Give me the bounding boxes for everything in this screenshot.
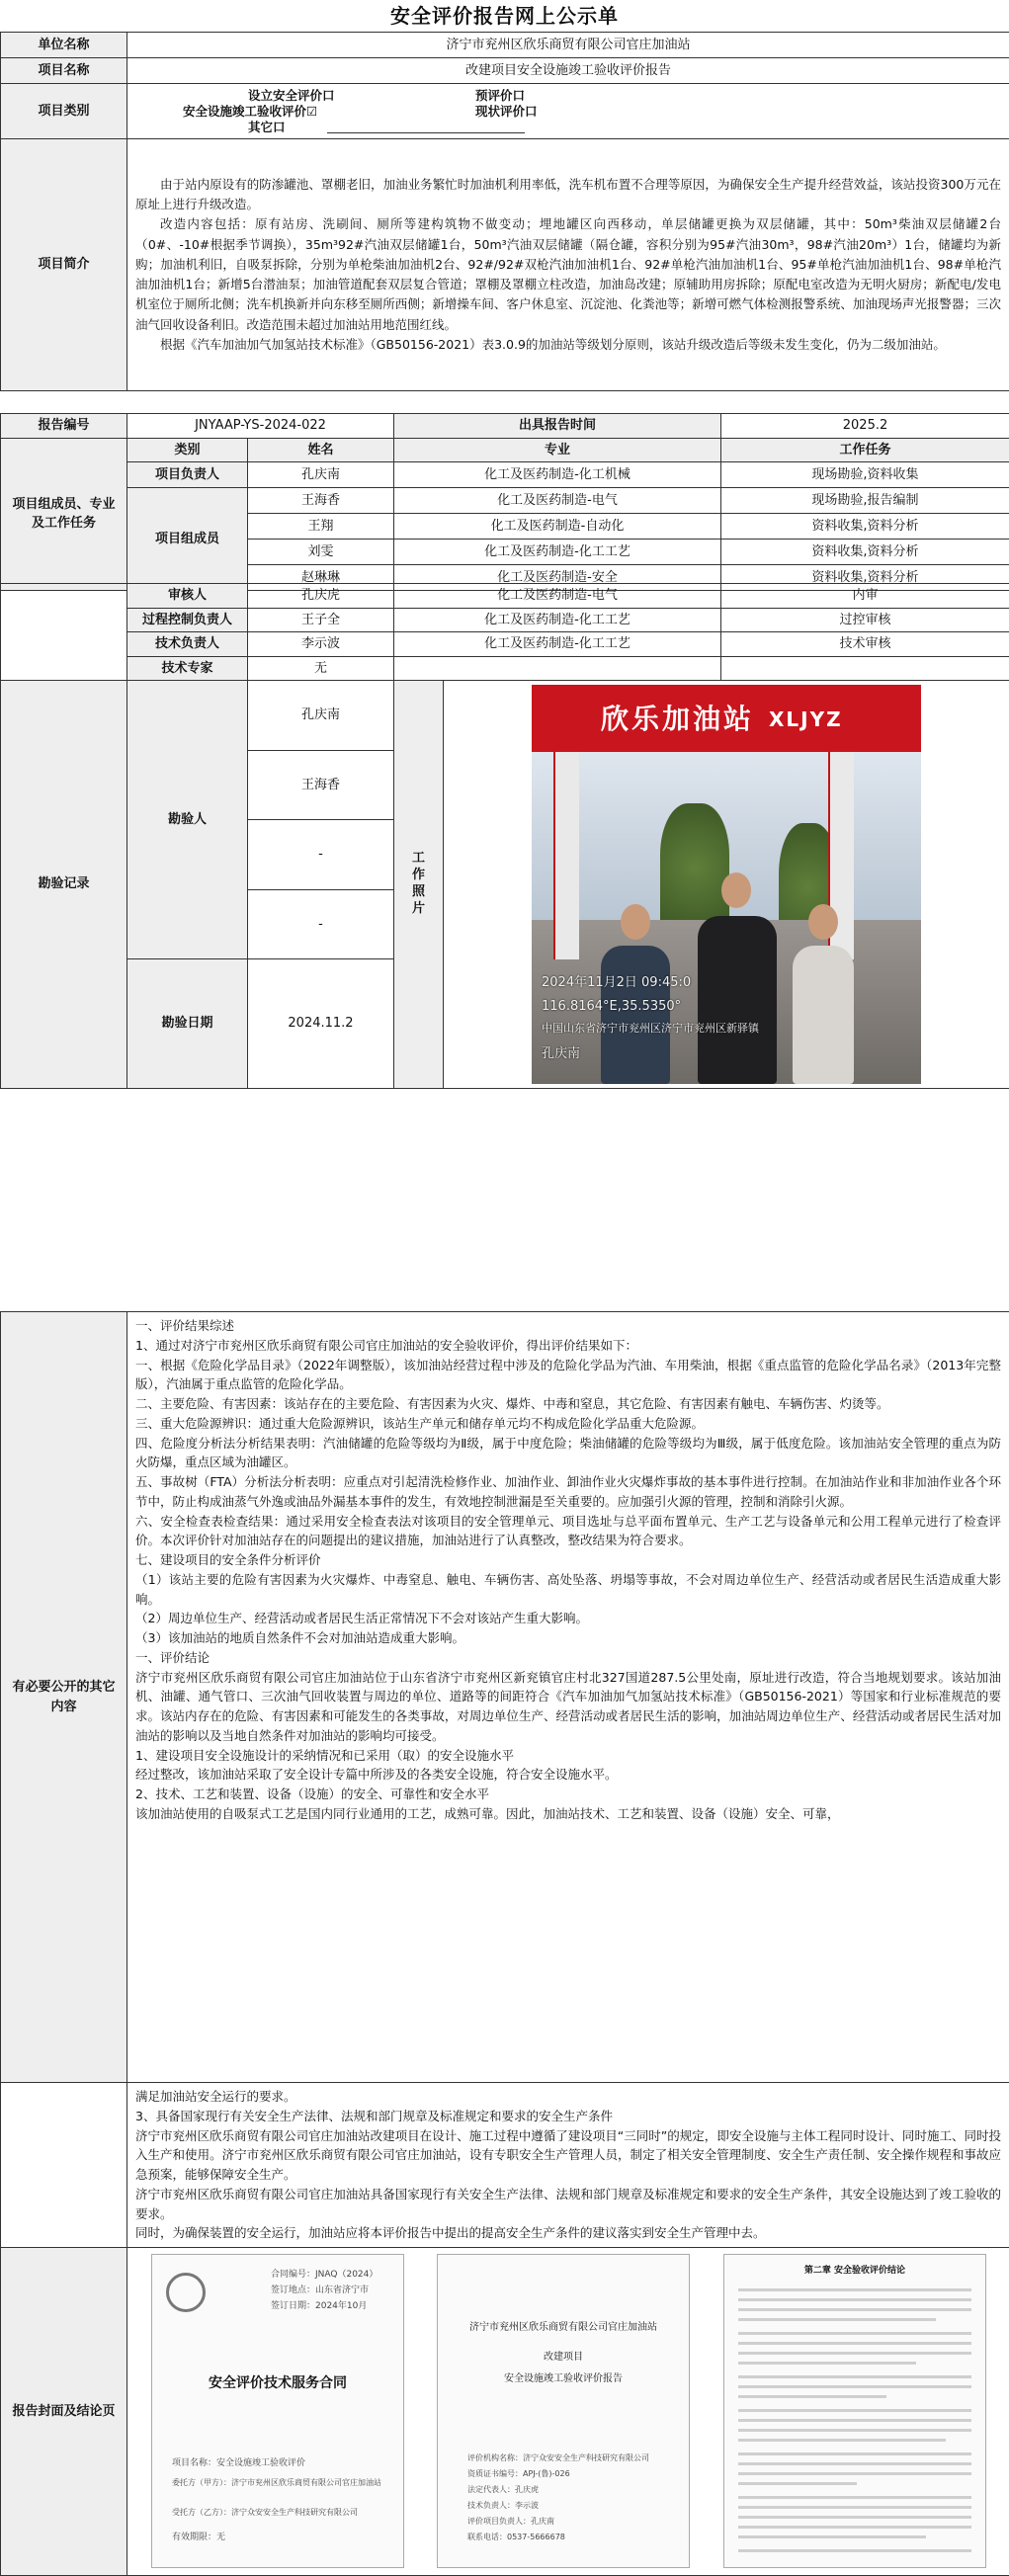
photo-watermark: 中国山东省济宁市兖州区济宁市兖州区新驿镇: [542, 1022, 759, 1035]
col-name: 姓名: [248, 438, 394, 462]
conclusion-line: 济宁市兖州区欣乐商贸有限公司官庄加油站具备国家现行有关安全生产法律、法规和部门规章及标准规定和要求的安全生产条件，其安全设施达到了竣工验收的要求。: [135, 2186, 1001, 2221]
member-task: 资料收集,资料分析: [721, 565, 1009, 591]
surveyor-name: 王海香: [248, 750, 394, 820]
photo-watermark: 孔庆南: [542, 1046, 581, 1061]
process-ctrl-label: 过程控制负责人: [127, 608, 248, 632]
member-major: 化工及医药制造-化工机械: [394, 462, 721, 488]
tech-expert-name: 无: [248, 656, 394, 681]
member-major: 化工及医药制造-化工工艺: [394, 540, 721, 565]
type-option-other: 其它口: [248, 119, 286, 134]
station-sign: 欣乐加油站: [601, 703, 755, 735]
conclusion-page-title: 第二章 安全验收评价结论: [803, 2266, 906, 2276]
table-row: [1, 488, 1009, 514]
conclusion-line: 经过整改，该加油站采取了安全设计专篇中所涉及的各类安全设施，符合安全设施水平。: [135, 1767, 618, 1783]
contract-logo: [166, 2273, 206, 2312]
table-row: [1, 462, 1009, 488]
member-major: 化工及医药制造-电气: [394, 488, 721, 514]
conclusion-line: 1、通过对济宁市兖州区欣乐商贸有限公司官庄加油站的安全验收评价，得出评价结果如下：: [135, 1337, 637, 1353]
info-table: [0, 32, 1009, 391]
reviewer-name: 孔庆虎: [248, 584, 394, 609]
col-task: 工作任务: [721, 438, 1009, 462]
project-intro-text: [127, 139, 1009, 391]
member-major: 化工及医药制造-安全: [394, 565, 721, 591]
issue-time-value: 2025.2: [721, 414, 1009, 439]
report-cover-unit: 济宁市兖州区欣乐商贸有限公司官庄加油站: [469, 2322, 657, 2333]
tech-lead-task: 技术审核: [721, 632, 1009, 657]
contract-no: 合同编号：JNAQ（2024）: [271, 2270, 378, 2280]
conclusion-line: 该加油站使用的自吸泵式工艺是国内同行业通用的工艺，成熟可靠。因此，加油站技术、工艺和装置、设备（设施）安全、可靠，: [135, 1805, 840, 1821]
intro-paragraph: 根据《汽车加油加气加氢站技术标准》（GB50156-2021）表3.0.9的加油站等级划分原则，该站升级改造后等级未发生变化，仍为二级加油站。: [160, 336, 946, 352]
member-name: 刘雯: [248, 540, 394, 565]
project-name-label: 项目名称: [1, 58, 127, 84]
tech-lead-label: 技术负责人: [127, 632, 248, 657]
reviewer-label: 审核人: [127, 584, 248, 609]
table-row: [1, 632, 1009, 657]
conclusion-line: （3）该加油站的地质自然条件不会对加油站造成重大影响。: [135, 1630, 464, 1645]
report-cover-phone: 联系电话：0537-5666678: [467, 2533, 565, 2541]
role-members: 项目组成员: [127, 488, 248, 591]
member-task: 资料收集,资料分析: [721, 540, 1009, 565]
work-photo-label: [394, 681, 444, 1089]
process-ctrl-task: 过控审核: [721, 608, 1009, 632]
conclusion-line: 2、技术、工艺和装置、设备（设施）的安全、可靠性和安全水平: [135, 1787, 489, 1801]
conclusion-table: [0, 1311, 1009, 2576]
contract-valid: 有效期限：无: [172, 2533, 226, 2542]
tech-expert-label: 技术专家: [127, 656, 248, 681]
work-photo-text: 工作照片: [411, 851, 425, 916]
conclusion-line: 一、根据《危险化学品目录》（2022年调整版），该加油站经营过程中涉及的危险化学品为汽油、车用柴油，根据《重点监管的危险化学品名录》（2013年完整版），汽油属于重点监管的危险化学品。: [135, 1357, 1001, 1392]
survey-date-value: 2024.11.2: [248, 959, 394, 1089]
member-name: 王翔: [248, 514, 394, 540]
contract-date: 签订日期：2024年10月: [271, 2301, 368, 2311]
work-photo: [532, 685, 921, 1084]
report-cover-legal: 法定代表人：孔庆虎: [467, 2485, 539, 2494]
conclusion-text-b: [127, 2083, 1009, 2248]
table-row: [1, 608, 1009, 632]
unit-name-value: 济宁市兖州区欣乐商贸有限公司官庄加油站: [127, 33, 1009, 58]
contract-place: 签订地点：山东省济宁市: [271, 2285, 370, 2295]
page-title: 安全评价报告网上公示单: [390, 4, 619, 28]
contract-title: 安全评价技术服务合同: [209, 2375, 347, 2391]
report-no-value: JNYAAP-YS-2024-022: [127, 414, 394, 439]
contract-item: 项目名称：安全设施竣工验收评价: [172, 2458, 306, 2468]
reviewer-task: 内审: [721, 584, 1009, 609]
conclusion-line: 一、评价结论: [135, 1649, 210, 1665]
member-major: 化工及医药制造-自动化: [394, 514, 721, 540]
issue-time-label: 出具报告时间: [394, 414, 721, 439]
contract-page: [151, 2254, 404, 2568]
survey-date-label: 勘验日期: [127, 959, 248, 1089]
surveyor-label: 勘验人: [127, 681, 248, 959]
conclusion-line: （1）该站主要的危险有害因素为火灾爆炸、中毒窒息、触电、车辆伤害、高处坠落、坍塌等事故，不会对周边单位生产、经营活动或者居民生活造成重大影响。: [135, 1571, 1001, 1607]
reviewer-major: 化工及医药制造-电气: [394, 584, 721, 609]
project-intro-label: 项目简介: [1, 139, 127, 391]
surveyor-name: 孔庆南: [248, 681, 394, 751]
conclusion-line: 济宁市兖州区欣乐商贸有限公司官庄加油站位于山东省济宁市兖州区新兖镇官庄村北327国道287.5公里处南，原址进行改造，符合当地规划要求。该站加油机、油罐、通气管口、三次油气回收装置与周边的单位、道路等的间距符合《汽车加油加气加氢站技术标准》（GB50156-2021）等国家和行业标准规范的要求。该站内存在的危险、有害因素和可能发生的各类事故，对周边单位生产、经营活动或者居民生活的影响，加油站周边单位生产、经营活动或者居民生活对加油站的影响以及当地自然条件对加油站的影响均可接受。: [135, 1669, 1001, 1743]
col-major: 专业: [394, 438, 721, 462]
cover-images: [127, 2248, 1009, 2576]
report-no-label: 报告编号: [1, 414, 127, 439]
type-option-status: 现状评价口: [475, 103, 538, 119]
contract-party-b: 受托方（乙方）：济宁众安安全生产科技研究有限公司: [172, 2508, 358, 2517]
conclusion-line: 二、主要危险、有害因素：该站存在的主要危险、有害因素为火灾、爆炸、中毒和窒息，其它危险、有害因素有触电、车辆伤害、灼烫等。: [135, 1396, 889, 1411]
cover-label: 报告封面及结论页: [1, 2248, 127, 2576]
conclusion-line: 七、建设项目的安全条件分析评价: [135, 1552, 321, 1567]
person-right: [793, 946, 854, 1084]
work-photo-cell: [444, 681, 1009, 1089]
conclusion-line: 3、具备国家现行有关安全生产法律、法规和部门规章及标准规定和要求的安全生产条件: [135, 2108, 613, 2123]
project-name-value: 改建项目安全设施竣工验收评价报告: [127, 58, 1009, 84]
report-cover-sub: 改建项目: [544, 2352, 583, 2363]
station-canopy: [532, 685, 921, 752]
surveyor-name: -: [248, 889, 394, 959]
col-category: 类别: [127, 438, 248, 462]
survey-record-label: 勘验记录: [1, 681, 127, 1089]
process-ctrl-major: 化工及医药制造-化工工艺: [394, 608, 721, 632]
person-center: [698, 916, 777, 1084]
report-cover-page: [437, 2254, 690, 2568]
conclusion-text-a: [127, 1312, 1009, 2083]
conclusion-line: 济宁市兖州区欣乐商贸有限公司官庄加油站改建项目在设计、施工过程中遵循了建设项目“三同时”的规定，即安全设施与主体工程同时设计、同时施工、同时投入生产和使用。济宁市兖州区欣乐商贸有限公司官庄加油站，设有专职安全生产管理人员，制定了相关安全管理制度、安全生产责任制、安全操作规程和事故应急预案，能够保障安全生产。: [135, 2127, 1001, 2182]
member-name: 赵琳琳: [248, 565, 394, 591]
project-type-options: [127, 84, 1009, 139]
photo-watermark: 116.8164°E,35.5350°: [542, 999, 682, 1014]
conclusion-line: 六、安全检查表检查结果：通过采用安全检查表法对该项目的安全管理单元、项目选址与总平面布置单元、生产工艺与设备单元和公用工程单元进行了检查评价。本次评价针对加油站存在的问题提出的建议措施，加油站进行了认真整改，整改结果为符合要求。: [135, 1513, 1001, 1548]
team-label: 项目组成员、专业及工作任务: [1, 438, 127, 591]
conclusion-line: 同时，为确保装置的安全运行，加油站应将本评价报告中提出的提高安全生产条件的建议落实到安全生产管理中去。: [135, 2225, 766, 2241]
conclusion-line: 满足加油站安全运行的要求。: [135, 2089, 296, 2104]
contract-party-a: 委托方（甲方）：济宁市兖州区欣乐商贸有限公司官庄加油站: [172, 2478, 381, 2487]
station-sign-en: XLJYZ: [769, 707, 843, 731]
surveyor-name: -: [248, 820, 394, 890]
team-table: [0, 413, 1009, 591]
conclusion-line: 四、危险度分析法分析结果表明：汽油储罐的危险等级均为Ⅱ级，属于中度危险；柴油储罐的危险等级均为Ⅲ级，属于低度危险。该加油站安全管理的重点为防火防爆，重点区域为油罐区。: [135, 1435, 1001, 1470]
photo-watermark: 2024年11月2日 09:45:0: [542, 975, 692, 990]
member-task: 现场勘验,报告编制: [721, 488, 1009, 514]
member-task: 现场勘验,资料收集: [721, 462, 1009, 488]
tech-lead-name: 李示波: [248, 632, 394, 657]
conclusion-page: [723, 2254, 986, 2568]
conclusion-line: （2）周边单位生产、经营活动或者居民生活正常情况下不会对该站产生重大影响。: [135, 1611, 588, 1626]
conclusion-line: 1、建设项目安全设施设计的采纳情况和已采用（取）的安全设施水平: [135, 1747, 514, 1763]
report-cover-tech: 技术负责人：李示波: [467, 2501, 539, 2510]
report-cover-cert: 资质证书编号：APJ-(鲁)-026: [467, 2469, 570, 2478]
intro-paragraph: 由于站内原设有的防渗罐池、罩棚老旧，加油业务繁忙时加油机利用率低，洗车机布置不合理等原因，为确保安全生产提升经营效益，该站投资300万元在原址上进行升级改造。: [135, 176, 1001, 212]
unit-name-label: 单位名称: [1, 33, 127, 58]
type-option-pre: 预评价口: [475, 87, 526, 103]
type-option-setup: 设立安全评价口: [248, 87, 335, 103]
report-cover-title: 安全设施竣工验收评价报告: [504, 2373, 623, 2384]
tech-lead-major: 化工及医药制造-化工工艺: [394, 632, 721, 657]
report-cover-org: 评价机构名称：济宁众安安全生产科技研究有限公司: [467, 2453, 649, 2462]
table-row: [1, 584, 1009, 609]
role-leader: 项目负责人: [127, 462, 248, 488]
process-ctrl-name: 王子全: [248, 608, 394, 632]
public-content-label: 有必要公开的其它内容: [1, 1312, 127, 2083]
conclusion-line: 三、重大危险源辨识：通过重大危险源辨识，该站生产单元和储存单元均不构成危险化学品重大危险源。: [135, 1415, 705, 1431]
member-task: 资料收集,资料分析: [721, 514, 1009, 540]
member-name: 王海香: [248, 488, 394, 514]
conclusion-line: 五、事故树（FTA）分析法分析表明：应重点对引起清洗检修作业、加油作业、卸油作业火灾爆炸事故的基本事件进行控制。在加油站作业和非加油作业各个环节中，防止构成油蒸气外逸或油品外漏基本事件的发生，有效地控制泄漏是至关重要的。应加强引火源的管理，控制和消除引火源。: [135, 1474, 1001, 1509]
report-cover-lead: 评价项目负责人：孔庆南: [467, 2517, 554, 2526]
type-option-acceptance: 安全设施竣工验收评价☑: [183, 103, 318, 119]
member-name: 孔庆南: [248, 462, 394, 488]
project-type-label: 项目类别: [1, 84, 127, 139]
table-row: [1, 656, 1009, 681]
survey-table: [0, 583, 1009, 1089]
conclusion-line: 一、评价结果综述: [135, 1318, 235, 1333]
intro-paragraph: 改造内容包括：原有站房、洗刷间、厕所等建构筑物不做变动；埋地罐区向西移动，单层储罐更换为双层储罐，其中：50m³柴油双层储罐2台（0#、-10#根据季节调换），35m³92#汽油双层储罐1台，50m³汽油双层储罐（隔仓罐，容积分别为95#汽油30m³，98#汽油20m³）1台，储罐均为新购；加油机利旧，自吸泵拆除，分别为单枪柴油加油机2台、92#/92#双枪汽油加油机1台、92#单枪汽油加油机1台、95#单枪汽油加油机1台、98#单枪汽油加油机1台；新增5台潜油泵；加油管道配套双层复合管道；罩棚及罩棚立柱改造，加油岛改建；原辅助用房拆除；原配电室改造为无明火厨房；新配电/发电机室位于厕所北侧；洗车机换新并向东移至厕所西侧；新增操车间、客户休息室、沉淀池、化粪池等；新增可燃气体检测报警系统、加油现场声光报警器；三次油气回收设备利旧。改造范围未超过加油站用地范围红线。: [135, 216, 1001, 332]
